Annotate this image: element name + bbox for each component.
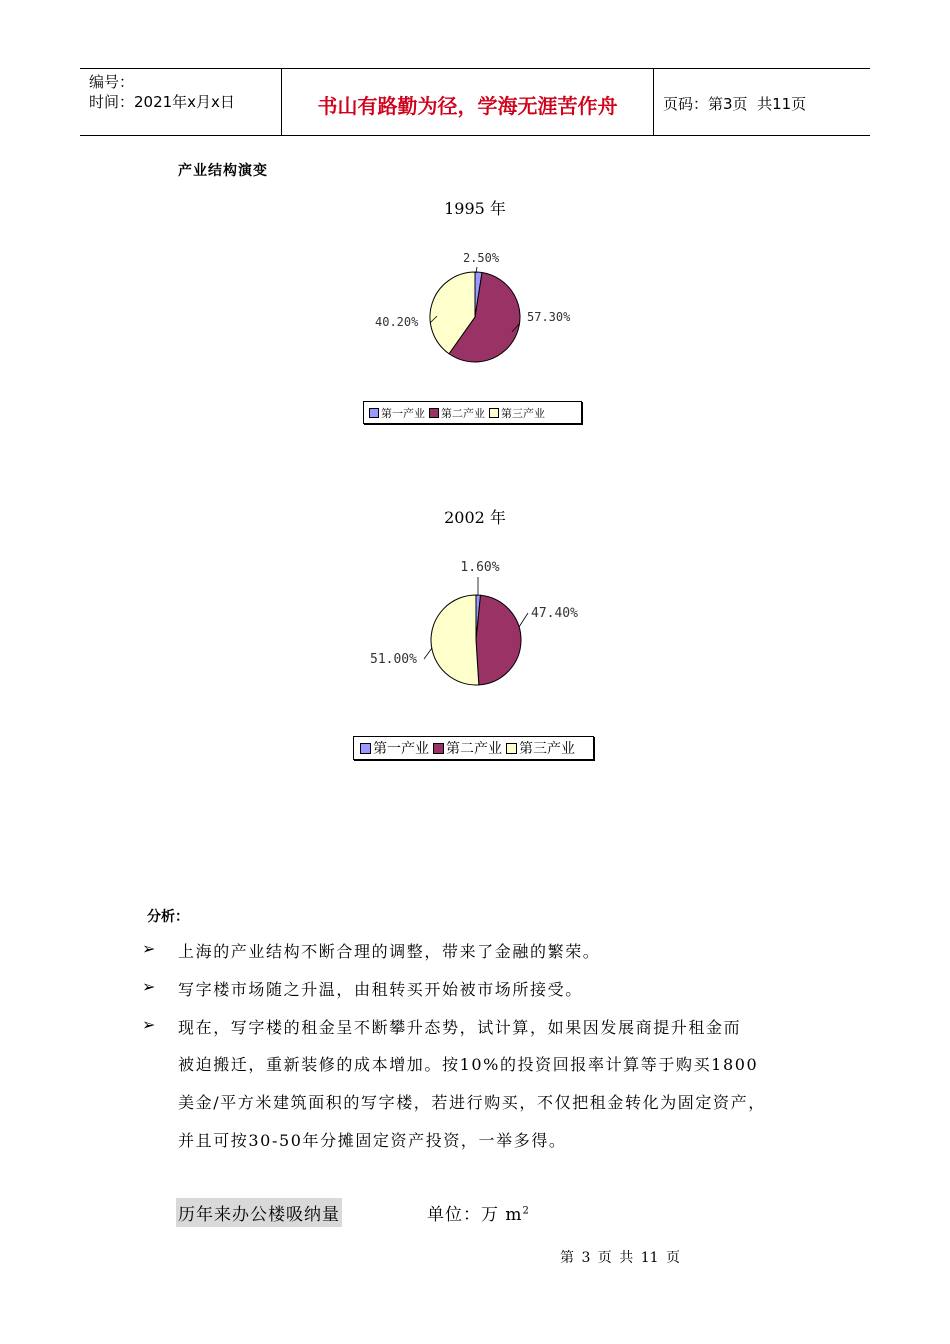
analysis-title: 分析： [147, 909, 189, 925]
pie-chart-1995 [345, 240, 605, 380]
absorption-unit [427, 1200, 530, 1225]
legend-label: 第三产业 [501, 406, 545, 420]
bullet-marker: ➢ [142, 939, 156, 958]
section-title: 产业结构演变 [178, 163, 268, 179]
analysis-line: 并且可按30-50年分摊固定资产投资，一举多得。 [178, 1131, 567, 1150]
legend-2002 [353, 736, 594, 760]
bullet-marker: ➢ [142, 977, 156, 996]
absorption-label: 历年来办公楼吸纳量 [176, 1198, 342, 1227]
legend-label: 第二产业 [446, 741, 502, 757]
page-info-text: 页码：第3页 共11页 [663, 94, 807, 113]
legend-swatch [369, 408, 379, 418]
chart-title-2002: 2002 年 [444, 508, 506, 527]
analysis-line: 现在，写字楼的租金呈不断攀升态势，试计算，如果因发展商提升租金而 [178, 1018, 742, 1037]
legend-swatch [360, 743, 371, 754]
analysis-line: 写字楼市场随之升温，由租转买开始被市场所接受。 [178, 980, 583, 999]
number-label: 编号： [89, 73, 135, 91]
chart-title-1995: 1995 年 [444, 199, 506, 218]
legend-swatch [506, 743, 517, 754]
analysis-line: 被迫搬迁，重新装修的成本增加。按10%的投资回报率计算等于购买1800 [178, 1055, 759, 1074]
header-page-info [654, 69, 870, 135]
legend-item [506, 738, 575, 758]
legend-swatch [489, 408, 499, 418]
legend-label: 第一产业 [373, 741, 429, 757]
data-label: 57.30% [527, 310, 571, 324]
analysis-line: 美金/平方米建筑面积的写字楼，若进行购买，不仅把租金转化为固定资产， [178, 1093, 766, 1112]
legend-1995 [363, 401, 582, 424]
unit-superscript: 2 [522, 1205, 530, 1217]
unit-text: 单位：万 m [427, 1205, 523, 1225]
data-label: 40.20% [375, 315, 419, 329]
header-meta [80, 69, 282, 135]
leader-line [424, 648, 432, 659]
legend-label: 第一产业 [381, 406, 425, 420]
document-header [80, 68, 870, 136]
header-motto: 书山有路勤为径，学海无涯苦作舟 [282, 69, 654, 135]
legend-label: 第二产业 [441, 406, 485, 420]
date-label: 时间：2021年x月x日 [89, 93, 235, 111]
data-label: 51.00% [370, 652, 417, 667]
legend-item [360, 738, 429, 758]
legend-label: 第三产业 [519, 741, 575, 757]
data-label: 47.40% [531, 606, 578, 621]
data-label: 2.50% [462, 251, 500, 265]
data-label: 1.60% [460, 560, 500, 575]
legend-swatch [429, 408, 439, 418]
bullet-marker: ➢ [142, 1015, 156, 1034]
leader-line [519, 613, 528, 627]
legend-swatch [433, 743, 444, 754]
legend-item [433, 738, 502, 758]
pie-slice-3 [431, 595, 479, 685]
pie-chart-2002 [336, 555, 616, 695]
page-footer: 第 3 页 共 11 页 [560, 1250, 680, 1266]
pie-slice-2 [476, 595, 521, 685]
legend-item [369, 405, 425, 421]
legend-item [429, 405, 485, 421]
legend-item [489, 405, 545, 421]
analysis-line: 上海的产业结构不断合理的调整，带来了金融的繁荣。 [178, 942, 601, 961]
